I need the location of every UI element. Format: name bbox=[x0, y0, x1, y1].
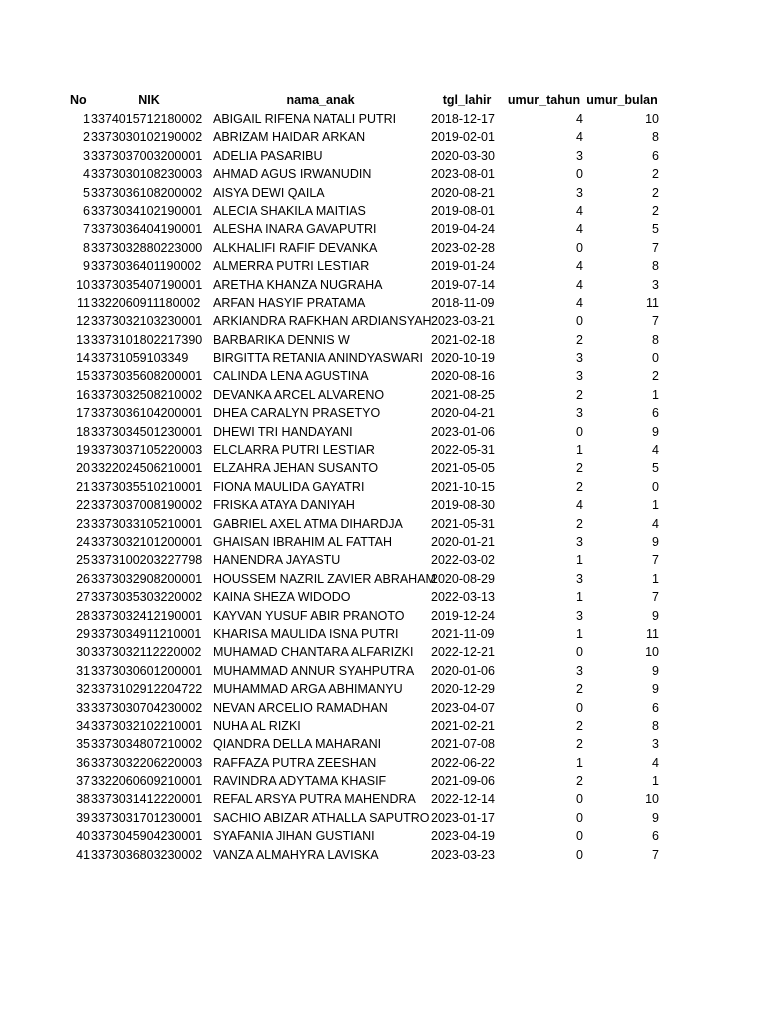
cell-nama-anak: AISYA DEWI QAILA bbox=[213, 185, 325, 200]
cell-nik: 3373034102190001 bbox=[91, 203, 203, 218]
cell-nik: 3373101802217390 bbox=[91, 332, 203, 347]
cell-no: 30 bbox=[76, 645, 90, 660]
cell-no: 26 bbox=[76, 571, 90, 586]
cell-tgl-lahir: 2019-07-14 bbox=[431, 277, 495, 292]
cell-tgl-lahir: 2020-04-21 bbox=[431, 406, 495, 421]
cell-umur-bulan: 10 bbox=[645, 645, 659, 660]
cell-nama-anak: DHEA CARALYN PRASETYO bbox=[213, 406, 381, 421]
cell-tgl-lahir: 2022-05-31 bbox=[431, 443, 495, 458]
cell-umur-tahun: 2 bbox=[576, 774, 583, 789]
table-row bbox=[0, 165, 768, 183]
cell-umur-tahun: 4 bbox=[576, 498, 583, 513]
table-row bbox=[0, 441, 768, 459]
cell-tgl-lahir: 2019-04-24 bbox=[431, 222, 495, 237]
cell-tgl-lahir: 2020-01-21 bbox=[431, 534, 495, 549]
cell-no: 3 bbox=[83, 148, 90, 163]
cell-tgl-lahir: 2021-11-09 bbox=[431, 626, 495, 641]
cell-umur-tahun: 1 bbox=[576, 553, 583, 568]
cell-umur-tahun: 2 bbox=[576, 479, 583, 494]
cell-nama-anak: ADELIA PASARIBU bbox=[213, 148, 323, 163]
table-row bbox=[0, 533, 768, 551]
cell-umur-bulan: 5 bbox=[652, 461, 659, 476]
cell-umur-bulan: 8 bbox=[652, 332, 659, 347]
cell-umur-tahun: 2 bbox=[576, 718, 583, 733]
cell-tgl-lahir: 2019-01-24 bbox=[431, 259, 495, 274]
cell-nama-anak: CALINDA LENA AGUSTINA bbox=[213, 369, 369, 384]
table-row bbox=[0, 680, 768, 698]
cell-umur-tahun: 4 bbox=[576, 295, 583, 310]
table-body bbox=[0, 110, 768, 864]
cell-tgl-lahir: 2021-02-21 bbox=[431, 718, 495, 733]
table-row bbox=[0, 386, 768, 404]
cell-umur-bulan: 4 bbox=[652, 516, 659, 531]
table-row bbox=[0, 496, 768, 514]
cell-no: 8 bbox=[83, 240, 90, 255]
cell-no: 17 bbox=[76, 406, 90, 421]
cell-tgl-lahir: 2020-01-06 bbox=[431, 663, 495, 678]
cell-nama-anak: ELCLARRA PUTRI LESTIAR bbox=[213, 443, 375, 458]
cell-umur-bulan: 0 bbox=[652, 479, 659, 494]
cell-no: 9 bbox=[83, 259, 90, 274]
cell-umur-tahun: 2 bbox=[576, 737, 583, 752]
cell-umur-bulan: 11 bbox=[646, 295, 659, 310]
cell-umur-tahun: 4 bbox=[576, 277, 583, 292]
cell-nik: 3373037003200001 bbox=[91, 148, 203, 163]
cell-nik: 3373032508210002 bbox=[91, 387, 203, 402]
cell-umur-bulan: 9 bbox=[652, 608, 659, 623]
cell-nama-anak: KHARISA MAULIDA ISNA PUTRI bbox=[213, 626, 399, 641]
cell-umur-bulan: 6 bbox=[652, 829, 659, 844]
cell-umur-bulan: 2 bbox=[652, 185, 659, 200]
cell-nik: 3373100203227798 bbox=[91, 553, 203, 568]
table-row bbox=[0, 790, 768, 808]
table-row bbox=[0, 827, 768, 845]
cell-tgl-lahir: 2019-08-01 bbox=[431, 203, 495, 218]
cell-umur-bulan: 4 bbox=[652, 443, 659, 458]
cell-no: 34 bbox=[76, 718, 90, 733]
cell-no: 18 bbox=[76, 424, 90, 439]
table-row bbox=[0, 367, 768, 385]
cell-nama-anak: ARFAN HASYIF PRATAMA bbox=[213, 295, 366, 310]
cell-umur-bulan: 6 bbox=[652, 148, 659, 163]
cell-umur-tahun: 4 bbox=[576, 130, 583, 145]
cell-nama-anak: ABRIZAM HAIDAR ARKAN bbox=[213, 130, 366, 145]
table-row bbox=[0, 349, 768, 367]
cell-nama-anak: MUHAMMAD ARGA ABHIMANYU bbox=[213, 682, 403, 697]
cell-no: 1 bbox=[83, 112, 90, 126]
cell-nik: 3373032412190001 bbox=[91, 608, 203, 623]
cell-umur-bulan: 1 bbox=[652, 774, 659, 789]
cell-umur-bulan: 3 bbox=[652, 277, 659, 292]
cell-nik: 3373034911210001 bbox=[91, 626, 202, 641]
table-row bbox=[0, 478, 768, 496]
cell-umur-tahun: 1 bbox=[576, 443, 583, 458]
cell-umur-tahun: 0 bbox=[576, 240, 583, 255]
cell-nama-anak: GABRIEL AXEL ATMA DIHARDJA bbox=[213, 516, 403, 531]
cell-tgl-lahir: 2023-08-01 bbox=[431, 167, 495, 182]
table-row bbox=[0, 294, 768, 312]
cell-umur-tahun: 4 bbox=[576, 222, 583, 237]
cell-umur-bulan: 8 bbox=[652, 718, 659, 733]
cell-umur-bulan: 0 bbox=[652, 351, 659, 366]
cell-umur-bulan: 8 bbox=[652, 130, 659, 145]
header-nama-anak: nama_anak bbox=[286, 93, 355, 107]
cell-tgl-lahir: 2022-06-22 bbox=[431, 755, 495, 770]
cell-no: 12 bbox=[76, 314, 90, 329]
cell-umur-tahun: 3 bbox=[576, 608, 583, 623]
cell-nama-anak: ALMERRA PUTRI LESTIAR bbox=[213, 259, 370, 274]
cell-nik: 3373037105220003 bbox=[91, 443, 203, 458]
cell-umur-bulan: 1 bbox=[652, 498, 659, 513]
cell-umur-tahun: 2 bbox=[576, 516, 583, 531]
cell-umur-bulan: 1 bbox=[652, 387, 659, 402]
cell-no: 32 bbox=[76, 682, 90, 697]
cell-tgl-lahir: 2018-11-09 bbox=[431, 295, 495, 310]
cell-umur-tahun: 0 bbox=[576, 700, 583, 715]
cell-no: 13 bbox=[76, 332, 90, 347]
cell-nama-anak: ALECIA SHAKILA MAITIAS bbox=[213, 203, 366, 218]
table-row bbox=[0, 570, 768, 588]
table-row bbox=[0, 551, 768, 569]
cell-nik: 3373032102210001 bbox=[91, 718, 203, 733]
cell-tgl-lahir: 2020-08-16 bbox=[431, 369, 495, 384]
table-row bbox=[0, 625, 768, 643]
cell-umur-tahun: 0 bbox=[576, 314, 583, 329]
cell-tgl-lahir: 2023-03-21 bbox=[431, 314, 495, 329]
cell-nik: 3373030102190002 bbox=[91, 130, 203, 145]
cell-nama-anak: VANZA ALMAHYRA LAVISKA bbox=[213, 847, 379, 862]
cell-no: 29 bbox=[76, 626, 90, 641]
cell-umur-bulan: 7 bbox=[652, 240, 659, 255]
cell-no: 14 bbox=[76, 351, 90, 366]
cell-no: 27 bbox=[76, 590, 90, 605]
cell-no: 25 bbox=[76, 553, 90, 568]
cell-no: 22 bbox=[76, 498, 90, 513]
cell-umur-tahun: 0 bbox=[576, 167, 583, 182]
cell-umur-bulan: 9 bbox=[652, 663, 659, 678]
cell-nik: 3373034807210002 bbox=[91, 737, 203, 752]
cell-tgl-lahir: 2022-12-21 bbox=[431, 645, 495, 660]
cell-umur-bulan: 6 bbox=[652, 700, 659, 715]
cell-no: 19 bbox=[76, 443, 90, 458]
cell-nama-anak: ARKIANDRA RAFKHAN ARDIANSYAH bbox=[213, 314, 432, 329]
table-row bbox=[0, 515, 768, 533]
cell-no: 2 bbox=[83, 130, 90, 145]
cell-no: 39 bbox=[76, 810, 90, 825]
cell-umur-bulan: 11 bbox=[646, 626, 659, 641]
cell-umur-tahun: 4 bbox=[576, 203, 583, 218]
cell-nama-anak: RAFFAZA PUTRA ZEESHAN bbox=[213, 755, 377, 770]
cell-umur-bulan: 1 bbox=[652, 571, 659, 586]
header-nik: NIK bbox=[138, 93, 160, 107]
cell-nama-anak: ABIGAIL RIFENA NATALI PUTRI bbox=[213, 112, 397, 126]
cell-nik: 3373032206220003 bbox=[91, 755, 203, 770]
cell-nama-anak: GHAISAN IBRAHIM AL FATTAH bbox=[213, 534, 392, 549]
cell-tgl-lahir: 2019-12-24 bbox=[431, 608, 495, 623]
cell-nama-anak: SYAFANIA JIHAN GUSTIANI bbox=[213, 829, 375, 844]
cell-nik: 3373034501230001 bbox=[91, 424, 203, 439]
table-row bbox=[0, 331, 768, 349]
cell-umur-tahun: 0 bbox=[576, 847, 583, 862]
table-row bbox=[0, 220, 768, 238]
table-row bbox=[0, 202, 768, 220]
cell-nik: 3373032103230001 bbox=[91, 314, 203, 329]
cell-nama-anak: KAYVAN YUSUF ABIR PRANOTO bbox=[213, 608, 405, 623]
table-row bbox=[0, 809, 768, 827]
cell-nik: 3322024506210001 bbox=[91, 461, 203, 476]
cell-nama-anak: SACHIO ABIZAR ATHALLA SAPUTRO bbox=[213, 810, 430, 825]
cell-tgl-lahir: 2021-05-31 bbox=[431, 516, 495, 531]
table-row bbox=[0, 459, 768, 477]
cell-nama-anak: ALKHALIFI RAFIF DEVANKA bbox=[213, 240, 378, 255]
cell-umur-bulan: 8 bbox=[652, 259, 659, 274]
table-row bbox=[0, 754, 768, 772]
cell-no: 31 bbox=[76, 663, 90, 678]
table-row bbox=[0, 276, 768, 294]
cell-umur-bulan: 5 bbox=[652, 222, 659, 237]
table-row bbox=[0, 772, 768, 790]
cell-umur-bulan: 7 bbox=[652, 590, 659, 605]
cell-nik: 3373030108230003 bbox=[91, 167, 203, 182]
cell-no: 37 bbox=[76, 774, 90, 789]
cell-umur-bulan: 2 bbox=[652, 167, 659, 182]
header-row bbox=[0, 91, 768, 110]
cell-nik: 3373032908200001 bbox=[91, 571, 203, 586]
cell-tgl-lahir: 2020-03-30 bbox=[431, 148, 495, 163]
header-umur-tahun: umur_tahun bbox=[507, 93, 581, 107]
cell-nik: 3373036104200001 bbox=[91, 406, 203, 421]
cell-umur-bulan: 10 bbox=[645, 112, 659, 126]
cell-no: 7 bbox=[83, 222, 90, 237]
cell-nama-anak: ALESHA INARA GAVAPUTRI bbox=[213, 222, 377, 237]
cell-nik: 3373102912204722 bbox=[91, 682, 203, 697]
cell-no: 4 bbox=[83, 167, 90, 182]
cell-umur-bulan: 2 bbox=[652, 369, 659, 384]
cell-tgl-lahir: 2020-08-29 bbox=[431, 571, 495, 586]
cell-nik: 3373036401190002 bbox=[91, 259, 202, 274]
table-row bbox=[0, 110, 768, 128]
cell-no: 11 bbox=[77, 295, 90, 310]
table-row bbox=[0, 312, 768, 330]
cell-umur-tahun: 0 bbox=[576, 810, 583, 825]
cell-tgl-lahir: 2019-08-30 bbox=[431, 498, 495, 513]
table-row bbox=[0, 735, 768, 753]
cell-no: 28 bbox=[76, 608, 90, 623]
table-row bbox=[0, 404, 768, 422]
table-row bbox=[0, 846, 768, 864]
cell-no: 40 bbox=[76, 829, 90, 844]
cell-nama-anak: MUHAMMAD ANNUR SYAHPUTRA bbox=[213, 663, 415, 678]
table-row bbox=[0, 588, 768, 606]
cell-nama-anak: KAINA SHEZA WIDODO bbox=[213, 590, 351, 605]
table-row bbox=[0, 423, 768, 441]
cell-nama-anak: FRISKA ATAYA DANIYAH bbox=[213, 498, 355, 513]
cell-umur-bulan: 9 bbox=[652, 534, 659, 549]
cell-nik: 3373032880223000 bbox=[91, 240, 203, 255]
header-umur-bulan: umur_bulan bbox=[586, 93, 658, 107]
cell-umur-tahun: 1 bbox=[576, 590, 583, 605]
cell-umur-tahun: 1 bbox=[576, 626, 583, 641]
cell-umur-tahun: 3 bbox=[576, 571, 583, 586]
cell-umur-tahun: 3 bbox=[576, 534, 583, 549]
cell-tgl-lahir: 2020-10-19 bbox=[431, 351, 495, 366]
cell-tgl-lahir: 2023-04-19 bbox=[431, 829, 495, 844]
cell-tgl-lahir: 2023-03-23 bbox=[431, 847, 495, 862]
cell-tgl-lahir: 2022-12-14 bbox=[431, 792, 495, 807]
cell-no: 35 bbox=[76, 737, 90, 752]
cell-umur-bulan: 2 bbox=[652, 203, 659, 218]
cell-tgl-lahir: 2022-03-13 bbox=[431, 590, 495, 605]
cell-umur-tahun: 4 bbox=[576, 112, 583, 126]
cell-nama-anak: HANENDRA JAYASTU bbox=[213, 553, 341, 568]
cell-umur-tahun: 3 bbox=[576, 663, 583, 678]
cell-nama-anak: HOUSSEM NAZRIL ZAVIER ABRAHAM bbox=[213, 571, 436, 586]
table-row bbox=[0, 717, 768, 735]
cell-umur-bulan: 6 bbox=[652, 406, 659, 421]
cell-nik: 3322060609210001 bbox=[91, 774, 203, 789]
cell-umur-bulan: 7 bbox=[652, 553, 659, 568]
cell-nik: 3374015712180002 bbox=[91, 112, 203, 126]
cell-no: 24 bbox=[76, 534, 90, 549]
cell-tgl-lahir: 2023-01-06 bbox=[431, 424, 495, 439]
cell-nama-anak: BARBARIKA DENNIS W bbox=[213, 332, 350, 347]
cell-nik: 3373036108200002 bbox=[91, 185, 203, 200]
cell-nik: 3373033105210001 bbox=[91, 516, 203, 531]
cell-nama-anak: ELZAHRA JEHAN SUSANTO bbox=[213, 461, 379, 476]
cell-umur-tahun: 3 bbox=[576, 351, 583, 366]
cell-umur-bulan: 10 bbox=[645, 792, 659, 807]
cell-nik: 3373030601200001 bbox=[91, 663, 203, 678]
cell-no: 10 bbox=[76, 277, 90, 292]
cell-no: 38 bbox=[76, 792, 90, 807]
cell-nik: 3373030704230002 bbox=[91, 700, 203, 715]
cell-tgl-lahir: 2021-07-08 bbox=[431, 737, 495, 752]
cell-umur-bulan: 4 bbox=[652, 755, 659, 770]
table-row bbox=[0, 147, 768, 165]
table-row bbox=[0, 239, 768, 257]
cell-umur-tahun: 3 bbox=[576, 369, 583, 384]
header-no: No bbox=[70, 93, 87, 107]
cell-umur-bulan: 7 bbox=[652, 314, 659, 329]
cell-umur-tahun: 0 bbox=[576, 424, 583, 439]
cell-no: 23 bbox=[76, 516, 90, 531]
cell-nama-anak: ARETHA KHANZA NUGRAHA bbox=[213, 277, 383, 292]
cell-tgl-lahir: 2023-04-07 bbox=[431, 700, 495, 715]
cell-umur-tahun: 0 bbox=[576, 645, 583, 660]
cell-nama-anak: BIRGITTA RETANIA ANINDYASWARI bbox=[213, 351, 423, 366]
cell-no: 16 bbox=[76, 387, 90, 402]
cell-umur-tahun: 0 bbox=[576, 829, 583, 844]
cell-no: 6 bbox=[83, 203, 90, 218]
cell-no: 41 bbox=[76, 847, 90, 862]
cell-umur-tahun: 3 bbox=[576, 185, 583, 200]
cell-umur-bulan: 9 bbox=[652, 424, 659, 439]
cell-tgl-lahir: 2019-02-01 bbox=[431, 130, 495, 145]
cell-umur-bulan: 9 bbox=[652, 810, 659, 825]
cell-nama-anak: REFAL ARSYA PUTRA MAHENDRA bbox=[213, 792, 416, 807]
cell-umur-tahun: 0 bbox=[576, 792, 583, 807]
cell-umur-tahun: 1 bbox=[576, 755, 583, 770]
cell-tgl-lahir: 2020-08-21 bbox=[431, 185, 495, 200]
cell-nama-anak: FIONA MAULIDA GAYATRI bbox=[213, 479, 365, 494]
cell-nik: 3373105910​3349 bbox=[91, 351, 189, 366]
cell-nik: 3373036803230002 bbox=[91, 847, 203, 862]
cell-nama-anak: NEVAN ARCELIO RAMADHAN bbox=[213, 700, 388, 715]
cell-umur-tahun: 2 bbox=[576, 682, 583, 697]
cell-tgl-lahir: 2022-03-02 bbox=[431, 553, 495, 568]
cell-nik: 3373031701230001 bbox=[91, 810, 203, 825]
cell-no: 33 bbox=[76, 700, 90, 715]
cell-nama-anak: MUHAMAD CHANTARA ALFARIZKI bbox=[213, 645, 414, 660]
cell-umur-bulan: 3 bbox=[652, 737, 659, 752]
cell-nik: 3322060911180002 bbox=[91, 295, 201, 310]
cell-tgl-lahir: 2021-08-25 bbox=[431, 387, 495, 402]
cell-no: 15 bbox=[76, 369, 90, 384]
cell-umur-tahun: 2 bbox=[576, 461, 583, 476]
spreadsheet-table bbox=[0, 91, 768, 864]
cell-tgl-lahir: 2023-02-28 bbox=[431, 240, 495, 255]
table-row bbox=[0, 128, 768, 146]
cell-tgl-lahir: 2021-05-05 bbox=[431, 461, 495, 476]
cell-nik: 3373037008190002 bbox=[91, 498, 203, 513]
cell-nik: 3373036404190001 bbox=[91, 222, 203, 237]
cell-nik: 3373045904230001 bbox=[91, 829, 203, 844]
cell-nik: 3373035608200001 bbox=[91, 369, 203, 384]
cell-nik: 3373035510210001 bbox=[91, 479, 203, 494]
cell-nik: 3373035407190001 bbox=[91, 277, 203, 292]
cell-no: 20 bbox=[76, 461, 90, 476]
cell-nik: 3373032101200001 bbox=[91, 534, 203, 549]
cell-umur-tahun: 4 bbox=[576, 259, 583, 274]
cell-nama-anak: DEVANKA ARCEL ALVARENO bbox=[213, 387, 385, 402]
cell-umur-tahun: 2 bbox=[576, 332, 583, 347]
cell-no: 5 bbox=[83, 185, 90, 200]
header-tgl-lahir: tgl_lahir bbox=[442, 93, 492, 107]
cell-tgl-lahir: 2021-02-18 bbox=[431, 332, 495, 347]
table-row bbox=[0, 257, 768, 275]
cell-nama-anak: NUHA AL RIZKI bbox=[213, 718, 301, 733]
cell-nik: 3373031412220001 bbox=[91, 792, 203, 807]
cell-no: 36 bbox=[76, 755, 90, 770]
cell-tgl-lahir: 2020-12-29 bbox=[431, 682, 495, 697]
cell-nama-anak: RAVINDRA ADYTAMA KHASIF bbox=[213, 774, 387, 789]
cell-umur-tahun: 2 bbox=[576, 387, 583, 402]
table-row bbox=[0, 184, 768, 202]
cell-umur-tahun: 3 bbox=[576, 148, 583, 163]
cell-tgl-lahir: 2021-09-06 bbox=[431, 774, 495, 789]
cell-nama-anak: QIANDRA DELLA MAHARANI bbox=[213, 737, 382, 752]
table-row bbox=[0, 699, 768, 717]
table-row bbox=[0, 643, 768, 661]
cell-umur-bulan: 9 bbox=[652, 682, 659, 697]
cell-umur-bulan: 7 bbox=[652, 847, 659, 862]
cell-nama-anak: DHEWI TRI HANDAYANI bbox=[213, 424, 353, 439]
cell-tgl-lahir: 2021-10-15 bbox=[431, 479, 495, 494]
cell-nama-anak: AHMAD AGUS IRWANUDIN bbox=[213, 167, 372, 182]
table-row bbox=[0, 607, 768, 625]
cell-umur-tahun: 3 bbox=[576, 406, 583, 421]
cell-nik: 3373035303220002 bbox=[91, 590, 203, 605]
cell-tgl-lahir: 2018-12-17 bbox=[431, 112, 495, 126]
cell-no: 21 bbox=[76, 479, 90, 494]
cell-nik: 3373032112220002 bbox=[91, 645, 202, 660]
table-row bbox=[0, 662, 768, 680]
cell-tgl-lahir: 2023-01-17 bbox=[431, 810, 495, 825]
